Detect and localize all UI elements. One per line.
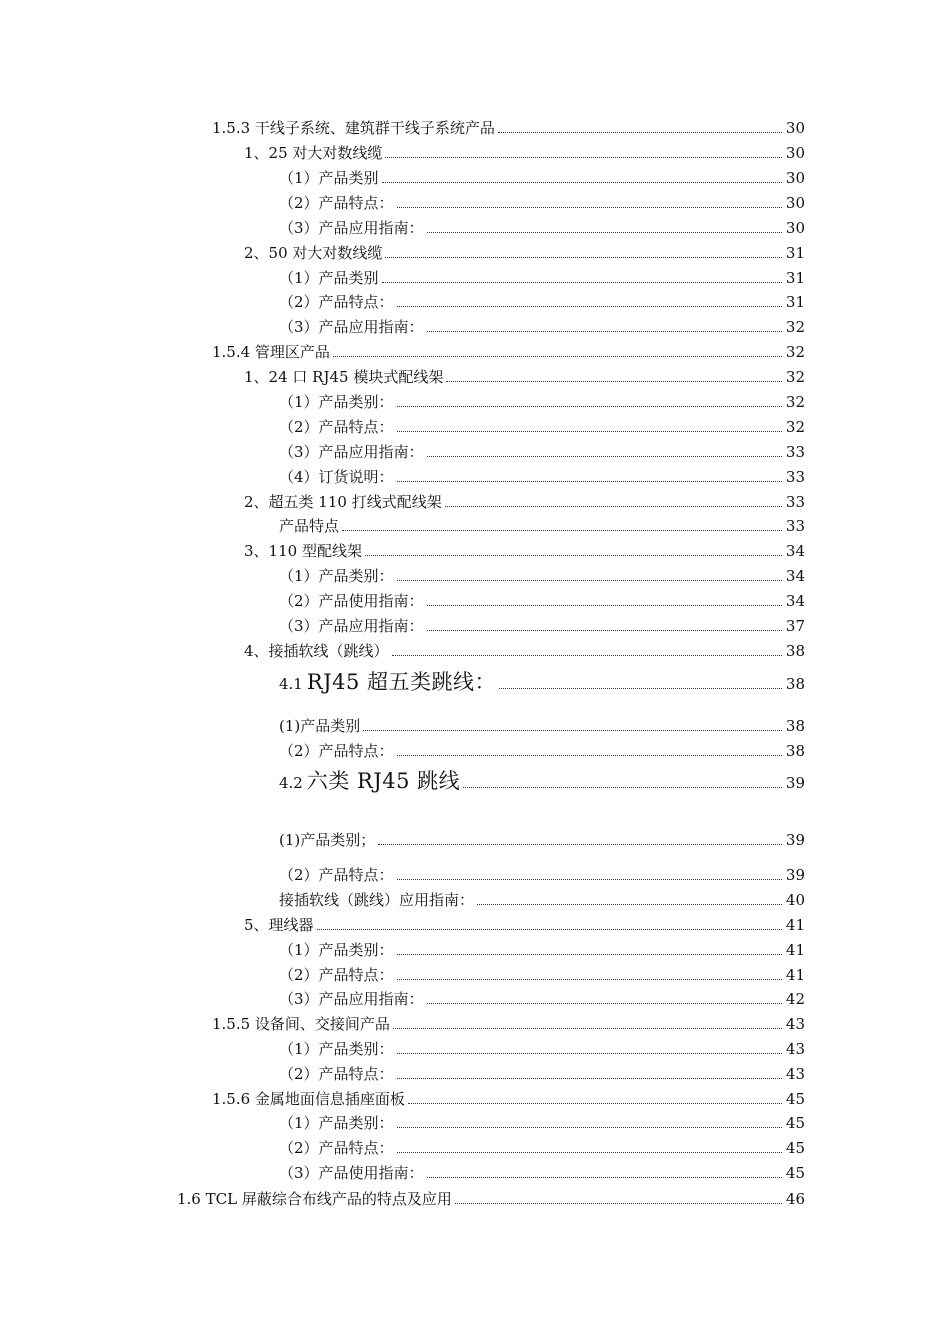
toc-entry-page: 32 (785, 368, 805, 386)
toc-leader-dots (427, 604, 782, 606)
toc-entry-label: 2、50 对大对数线缆 (244, 244, 383, 262)
toc-entry-label: （3）产品应用指南： (279, 990, 424, 1008)
toc-entry[interactable] (279, 468, 805, 486)
toc-entry-label: 1.6 TCL 屏蔽综合布线产品的特点及应用 (177, 1190, 452, 1208)
toc-entry[interactable] (279, 742, 805, 760)
toc-entry-label: 1.5.3 干线子系统、建筑群干线子系统产品 (212, 119, 495, 137)
toc-entry-label: （4）订货说明： (279, 468, 394, 486)
toc-entry-label: 1.5.5 设备间、交接间产品 (212, 1015, 390, 1033)
toc-entry-label: （2）产品特点： (279, 418, 394, 436)
toc-entry-label: （1）产品类别： (279, 567, 394, 585)
toc-entry[interactable] (279, 418, 805, 436)
toc-entry[interactable] (279, 1164, 805, 1182)
toc-entry[interactable] (244, 642, 805, 660)
toc-entry-page: 30 (785, 194, 805, 212)
toc-entry[interactable] (244, 916, 805, 934)
toc-entry-label: （3）产品应用指南： (279, 318, 424, 336)
toc-entry[interactable] (279, 393, 805, 411)
toc-entry[interactable] (279, 1114, 805, 1132)
toc-entry-page: 45 (785, 1090, 805, 1108)
toc-entry-page: 30 (785, 144, 805, 162)
toc-entry[interactable] (279, 443, 805, 461)
toc-entry-page: 31 (785, 244, 805, 262)
toc-entry-label: 1.5.6 金属地面信息插座面板 (212, 1090, 405, 1108)
toc-entry[interactable] (279, 941, 805, 959)
toc-entry-page: 33 (785, 443, 805, 461)
toc-entry[interactable] (279, 831, 805, 849)
toc-entry-page: 42 (785, 990, 805, 1008)
toc-leader-dots (397, 405, 782, 407)
toc-entry[interactable] (279, 617, 805, 635)
toc-entry[interactable] (279, 990, 805, 1008)
toc-entry-page: 39 (785, 831, 805, 849)
toc-entry-label: （2）产品使用指南： (279, 592, 424, 610)
toc-leader-dots (455, 1202, 782, 1204)
toc-entry-page: 45 (785, 1164, 805, 1182)
toc-leader-dots (378, 843, 782, 845)
toc-entry-page: 40 (785, 891, 805, 909)
toc-entry[interactable] (279, 866, 805, 884)
toc-entry[interactable] (279, 269, 805, 287)
toc-entry-page: 41 (785, 916, 805, 934)
toc-entry-page: 34 (785, 592, 805, 610)
toc-entry-page: 38 (785, 742, 805, 760)
toc-leader-dots (427, 231, 782, 233)
toc-entry-label: （2）产品特点： (279, 966, 394, 984)
toc-entry[interactable] (279, 966, 805, 984)
toc-entry[interactable] (279, 293, 805, 311)
toc-entry-label: （1）产品类别： (279, 1040, 394, 1058)
toc-leader-dots (397, 480, 782, 482)
toc-entry-label: （2）产品特点： (279, 742, 394, 760)
toc-entry-page: 30 (785, 119, 805, 137)
toc-leader-dots (498, 131, 782, 133)
toc-entry[interactable] (244, 144, 805, 162)
toc-entry-label: （2）产品特点： (279, 1139, 394, 1157)
toc-entry-page: 43 (785, 1015, 805, 1033)
toc-entry-page: 30 (785, 219, 805, 237)
toc-entry[interactable] (279, 891, 805, 909)
toc-entry[interactable] (279, 194, 805, 212)
toc-entry-label: 1、25 对大对数线缆 (244, 144, 383, 162)
toc-leader-dots (333, 355, 782, 357)
toc-entry-page: 37 (785, 617, 805, 635)
toc-leader-dots (397, 430, 782, 432)
toc-leader-dots (397, 579, 782, 581)
toc-entry-label: （1）产品类别： (279, 1114, 394, 1132)
toc-entry-label: （3）产品使用指南： (279, 1164, 424, 1182)
toc-entry-page: 38 (785, 675, 805, 693)
toc-entry-page: 32 (785, 418, 805, 436)
toc-entry[interactable] (279, 1040, 805, 1058)
toc-entry-page: 32 (785, 318, 805, 336)
toc-entry-number: 4.2 (279, 774, 303, 792)
toc-entry-label: （1）产品类别： (279, 941, 394, 959)
toc-entry-page: 38 (785, 642, 805, 660)
toc-leader-dots (397, 1052, 782, 1054)
toc-entry[interactable] (212, 1015, 805, 1033)
toc-entry-page: 30 (785, 169, 805, 187)
toc-entry-label: （3）产品应用指南： (279, 443, 424, 461)
toc-entry-label: 产品特点 (279, 517, 340, 535)
toc-entry-page: 43 (785, 1040, 805, 1058)
toc-leader-dots (397, 305, 782, 307)
toc-leader-dots (382, 181, 782, 183)
toc-leader-dots (427, 1002, 782, 1004)
toc-entry[interactable] (279, 1139, 805, 1157)
toc-entry-page: 43 (785, 1065, 805, 1083)
toc-entry-page: 39 (785, 866, 805, 884)
toc-entry-page: 39 (785, 774, 805, 792)
toc-leader-dots (342, 529, 782, 531)
toc-leader-dots (427, 629, 782, 631)
toc-entry-page: 31 (785, 269, 805, 287)
toc-leader-dots (397, 953, 782, 955)
toc-entry[interactable] (279, 567, 805, 585)
toc-leader-dots (408, 1102, 782, 1104)
toc-entry-page: 41 (785, 941, 805, 959)
toc-leader-dots (445, 505, 782, 507)
toc-entry[interactable] (244, 368, 805, 386)
toc-leader-dots (382, 281, 782, 283)
toc-leader-dots (363, 729, 782, 731)
toc-entry[interactable] (212, 119, 805, 137)
toc-entry-label: （3）产品应用指南： (279, 617, 424, 635)
toc-entry-label: （1）产品类别 (279, 169, 379, 187)
toc-leader-dots (397, 878, 782, 880)
toc-entry-label: 1.5.4 管理区产品 (212, 343, 330, 361)
toc-leader-dots (397, 1151, 782, 1153)
toc-entry-page: 38 (785, 717, 805, 735)
toc-entry-page: 46 (785, 1190, 805, 1208)
toc-entry[interactable] (279, 592, 805, 610)
toc-entry[interactable] (212, 343, 805, 361)
toc-entry[interactable] (279, 318, 805, 336)
toc-entry-page: 45 (785, 1139, 805, 1157)
toc-entry-label: 3、110 型配线架 (244, 542, 362, 560)
toc-leader-dots (397, 1077, 782, 1079)
toc-entry-label: (1)产品类别 (279, 717, 361, 735)
toc-entry-label: 1、24 口 RJ45 模块式配线架 (244, 368, 444, 386)
toc-leader-dots (446, 380, 782, 382)
toc-entry-label: （1）产品类别： (279, 393, 394, 411)
toc-leader-dots (385, 156, 782, 158)
toc-leader-dots (397, 206, 782, 208)
toc-entry-label: （1）产品类别 (279, 269, 379, 287)
toc-leader-dots (477, 903, 782, 905)
toc-entry-label: 4、接插软线（跳线） (244, 642, 389, 660)
toc-entry[interactable] (244, 244, 805, 262)
toc-entry-label: 六类 RJ45 跳线 (306, 769, 461, 793)
toc-entry-page: 33 (785, 493, 805, 511)
toc-leader-dots (463, 786, 782, 788)
toc-entry[interactable] (212, 1090, 805, 1108)
toc-entry[interactable] (279, 717, 805, 735)
toc-leader-dots (397, 1126, 782, 1128)
toc-leader-dots (499, 687, 782, 689)
toc-entry[interactable] (279, 1065, 805, 1083)
toc-entry[interactable] (177, 1190, 805, 1208)
toc-entry-page: 41 (785, 966, 805, 984)
toc-entry-label: （2）产品特点： (279, 194, 394, 212)
toc-leader-dots (365, 554, 782, 556)
toc-entry[interactable] (244, 542, 805, 560)
toc-entry-page: 31 (785, 293, 805, 311)
toc-entry-label: （2）产品特点： (279, 1065, 394, 1083)
toc-leader-dots (392, 654, 782, 656)
toc-entry-page: 34 (785, 542, 805, 560)
toc-entry-page: 33 (785, 468, 805, 486)
toc-leader-dots (427, 1176, 782, 1178)
toc-entry[interactable] (244, 493, 805, 511)
toc-leader-dots (397, 754, 782, 756)
toc-entry-page: 45 (785, 1114, 805, 1132)
toc-leader-dots (393, 1027, 782, 1029)
toc-entry-label: 5、理线器 (244, 916, 314, 934)
toc-entry[interactable] (279, 769, 805, 793)
toc-leader-dots (427, 455, 782, 457)
toc-entry[interactable] (279, 169, 805, 187)
toc-entry-page: 32 (785, 343, 805, 361)
toc-entry[interactable] (279, 517, 805, 535)
toc-entry-label: RJ45 超五类跳线： (306, 670, 496, 694)
toc-entry-label: （2）产品特点： (279, 866, 394, 884)
toc-entry-page: 33 (785, 517, 805, 535)
toc-entry[interactable] (279, 219, 805, 237)
toc-entry-page: 32 (785, 393, 805, 411)
toc-leader-dots (385, 256, 782, 258)
toc-entry-label: （2）产品特点： (279, 293, 394, 311)
toc-leader-dots (317, 928, 782, 930)
toc-entry-label: 接插软线（跳线）应用指南： (279, 891, 475, 909)
toc-entry-label: （3）产品应用指南： (279, 219, 424, 237)
toc-entry-label: (1)产品类别； (279, 831, 376, 849)
toc-leader-dots (427, 330, 782, 332)
toc-entry-number: 4.1 (279, 675, 303, 693)
toc-entry[interactable] (279, 670, 805, 694)
toc-entry-label: 2、超五类 110 打线式配线架 (244, 493, 442, 511)
toc-leader-dots (397, 978, 782, 980)
toc-entry-page: 34 (785, 567, 805, 585)
